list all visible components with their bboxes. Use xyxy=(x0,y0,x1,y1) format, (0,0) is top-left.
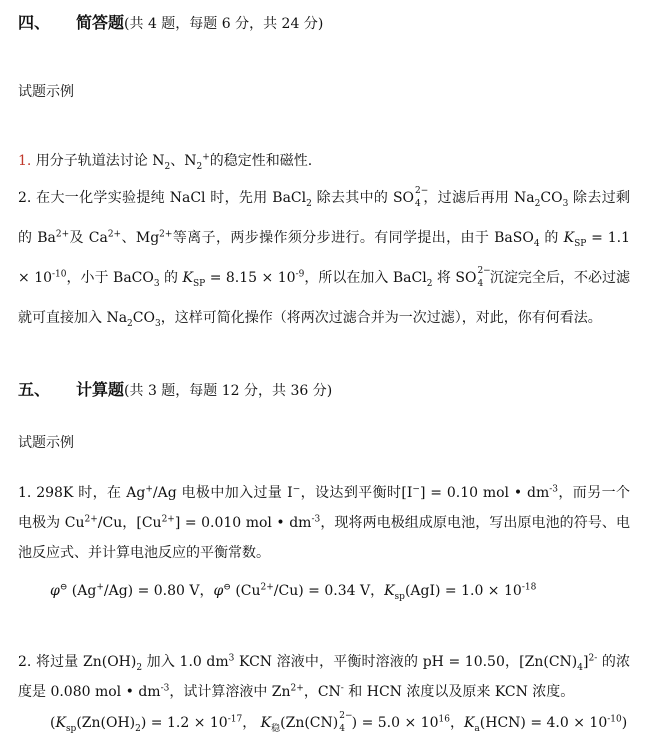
section-4-example-label: 试题示例 xyxy=(18,84,74,100)
question-4-1-number: 1. xyxy=(18,153,32,169)
section-5-title: 计算题 xyxy=(76,380,125,399)
phi-symbol-2: φ xyxy=(213,583,224,599)
question-5-2-formula: ($K_{sp}(Zn(OH)_2) = 1.2 \times 10^{-17}$， $K_稳(Zn(CN)$ 2− 4 ) = $5.0 \times 10^{16}$，$K_a(HCN) = 4.0 \times 10^{-10}$) xyxy=(50,711,628,734)
section-4-title: 简答题 xyxy=(76,13,125,32)
sulfate-charge-2: 2− 4 xyxy=(477,266,491,289)
section-5-heading xyxy=(18,377,332,400)
question-4-2: 2. 在大一化学实验提纯 NaCl 时，先用 BaCl$_2$ 除去其中的 SO 2− 4 ，过滤后再用 $Na_2CO_3$ 除去过剩的 $Ba^{2+}$及 $Ca^{2+}$、$Mg^{2+}$等离子，两步操作须分步进行。有同学提出，由于 BaSO$_4$ 的 $K_{SP} = 1.1 \times 10^{-10}$，小于 BaCO$_3$ 的 $K_{SP} = 8.15 \times 10^{-9}$，所以在加入 BaCl$_2$ 将 SO 2− 4 沉淀完全后，不必过滤就可直接加入 $Na_2CO_3$，这样可简化操作（将两次过滤合并为一次过滤），对此，你有何看法。 xyxy=(18,186,631,329)
question-5-2: 2. 将过量 $Zn(OH)_2$ 加入 1.0 $dm^3$ KCN 溶液中，平衡时溶液的 pH = 10.50，$[Zn(CN)_4]^{2-}$ 的浓度是 0.080 mol • $dm^{-3}$，试计算溶液中 $Zn^{2+}$，CN- 和 HCN 浓度以及原来 KCN 浓度。 xyxy=(18,653,630,700)
cyanide-complex-charge: 2− 4 xyxy=(339,711,353,734)
section-4-number: 四、 xyxy=(18,13,51,32)
phi-symbol: φ xyxy=(50,583,60,599)
question-4-1: 1. 用分子轨道法讨论 $N_2$、$N_2^+$的稳定性和磁性. xyxy=(18,152,313,172)
standard-state-icon-2: ⊖ xyxy=(223,582,231,593)
standard-state-icon: ⊖ xyxy=(59,582,68,593)
question-5-1-formula: φ⊖ (Ag+/Ag) = 0.80 V，φ⊖ $(Cu^{2+}/Cu) = 0.34$ V，$K_{sp}(AgI) = 1.0 \times 10^{-18}$ xyxy=(50,582,537,602)
section-5-note: (共 3 题，每题 12 分，共 36 分) xyxy=(124,383,333,399)
question-5-1: 1. 298K 时，在 Ag+/Ag 电极中加入过量 I−，设达到平衡时[I−] = 0.10 mol • $dm^{-3}$，而另一个电极为 $Cu^{2+}/Cu$，$[Cu^{2+}] = 0.010$ mol • $dm^{-3}$，现将两电极组成原电池，写出原电池的符号、电池反应式、并计算电池反应的平衡常数。 xyxy=(18,484,630,561)
section-4-heading xyxy=(18,10,323,33)
sulfate-charge: 2− 4 xyxy=(415,186,429,209)
section-5-example-label: 试题示例 xyxy=(18,435,74,451)
section-4-note: (共 4 题，每题 6 分，共 24 分) xyxy=(124,16,324,32)
section-5-number: 五、 xyxy=(18,380,51,399)
